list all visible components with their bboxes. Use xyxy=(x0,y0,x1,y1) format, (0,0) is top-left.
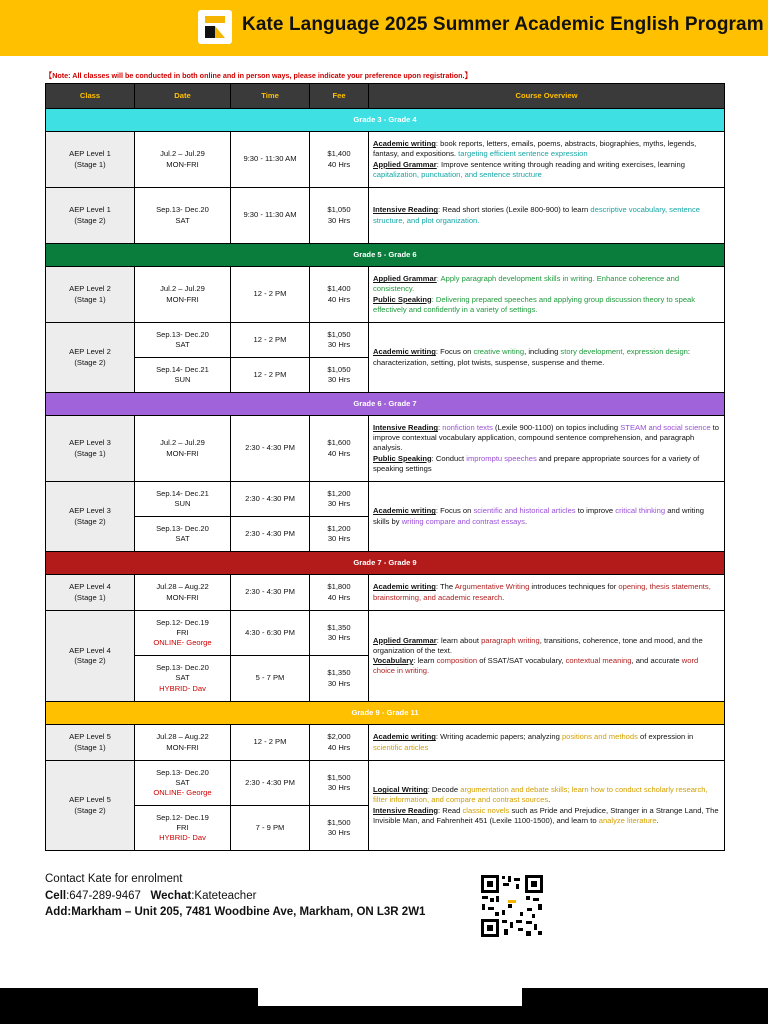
time-cell: 12 - 2 PM xyxy=(231,323,310,358)
time-cell: 9:30 - 11:30 AM xyxy=(231,132,310,188)
col-header-fee: Fee xyxy=(310,84,369,109)
fee-cell: $1,200 30 Hrs xyxy=(310,482,369,517)
header-bar xyxy=(0,0,768,56)
contact-block xyxy=(45,871,425,921)
fee-cell: $1,400 40 Hrs xyxy=(310,132,369,188)
grade-band: Grade 5 - Grade 6 xyxy=(46,244,725,267)
class-cell: AEP Level 5 (Stage 1) xyxy=(46,725,135,761)
class-cell: AEP Level 3 (Stage 1) xyxy=(46,416,135,482)
schedule-table xyxy=(45,83,725,851)
table-row xyxy=(46,267,725,323)
date-cell: Sep.13- Dec.20 SAT xyxy=(135,323,231,358)
fee-cell: $1,600 40 Hrs xyxy=(310,416,369,482)
fee-cell: $1,500 30 Hrs xyxy=(310,806,369,851)
date-cell: Sep.14- Dec.21 SUN xyxy=(135,358,231,393)
table-row xyxy=(46,323,725,358)
time-cell: 2:30 - 4:30 PM xyxy=(231,761,310,806)
fee-cell: $1,050 30 Hrs xyxy=(310,323,369,358)
time-cell: 7 - 9 PM xyxy=(231,806,310,851)
date-cell: Jul.28 – Aug.22 MON-FRI xyxy=(135,575,231,611)
date-cell: Jul.2 – Jul.29 MON-FRI xyxy=(135,132,231,188)
overview-cell: Academic writing: The Argumentative Writing introduces techniques for opening, thesis statements, brainstorming, and academic research. xyxy=(369,575,725,611)
date-cell: Jul.28 – Aug.22 MON-FRI xyxy=(135,725,231,761)
time-cell: 12 - 2 PM xyxy=(231,725,310,761)
class-cell: AEP Level 5 (Stage 2) xyxy=(46,761,135,851)
grade-band: Grade 9 - Grade 11 xyxy=(46,702,725,725)
overview-cell: Applied Grammar: learn about paragraph writing, transitions, coherence, tone and mood, and the organization of the text. Vocabulary: learn composition of SSAT/SAT vocabulary, contextual meaning, and accurate word choice in writing. xyxy=(369,611,725,702)
date-cell: Jul.2 – Jul.29 MON-FRI xyxy=(135,416,231,482)
time-cell: 2:30 - 4:30 PM xyxy=(231,575,310,611)
table-row xyxy=(46,611,725,656)
time-cell: 4:30 - 6:30 PM xyxy=(231,611,310,656)
time-cell: 12 - 2 PM xyxy=(231,358,310,393)
overview-cell: Applied Grammar: Apply paragraph development skills in writing. Enhance coherence and consistency. Public Speaking: Delivering prepared speeches and applying group discussion theory to speak effectively and confidently in a variety of settings. xyxy=(369,267,725,323)
table-row xyxy=(46,188,725,244)
overview-cell: Logical Writing: Decode argumentation and debate skills; learn how to conduct scholarly research, filter information, and compare and contrast sources. Intensive Reading: Read classic novels such as Pride and Prejudice, Stranger in a Strange Land, The Invisible Man, and Fahrenheit 451 (Lexile 1100-1500), and learn to analyze literature. xyxy=(369,761,725,851)
time-cell: 2:30 - 4:30 PM xyxy=(231,416,310,482)
col-header-class: Class xyxy=(46,84,135,109)
date-cell: Sep.13- Dec.20 SAT HYBRID- Dav xyxy=(135,656,231,702)
grade-band: Grade 3 - Grade 4 xyxy=(46,109,725,132)
fee-cell: $1,350 30 Hrs xyxy=(310,611,369,656)
table-row xyxy=(46,575,725,611)
contact-address-line: Add:Markham – Unit 205, 7481 Woodbine Ave, Markham, ON L3R 2W1 xyxy=(45,906,426,919)
table-header-row xyxy=(46,84,725,109)
fee-cell: $1,400 40 Hrs xyxy=(310,267,369,323)
contact-heading: Contact Kate for enrolment xyxy=(45,873,183,885)
date-cell: Jul.2 – Jul.29 MON-FRI xyxy=(135,267,231,323)
registration-note: 【Note: All classes will be conducted in both online and in person ways, please indicate your preference upon registration.】 xyxy=(45,71,472,80)
overview-cell: Academic writing: Writing academic papers; analyzing positions and methods of expression in scientific articles xyxy=(369,725,725,761)
kate-logo-icon xyxy=(198,10,232,44)
table-row xyxy=(46,132,725,188)
date-cell: Sep.12- Dec.19 FRI ONLINE- George xyxy=(135,611,231,656)
table-row xyxy=(46,761,725,806)
class-cell: AEP Level 2 (Stage 2) xyxy=(46,323,135,393)
date-cell: Sep.13- Dec.20 SAT xyxy=(135,517,231,552)
date-cell: Sep.13- Dec.20 SAT ONLINE- George xyxy=(135,761,231,806)
fee-cell: $1,200 30 Hrs xyxy=(310,517,369,552)
class-cell: AEP Level 1 (Stage 1) xyxy=(46,132,135,188)
class-cell: AEP Level 4 (Stage 2) xyxy=(46,611,135,702)
footer-blank-strip xyxy=(258,988,522,1006)
table-row xyxy=(46,416,725,482)
table-row xyxy=(46,482,725,517)
date-cell: Sep.13- Dec.20 SAT xyxy=(135,188,231,244)
page-title: Kate Language 2025 Summer Academic English Program xyxy=(242,14,764,35)
class-cell: AEP Level 4 (Stage 1) xyxy=(46,575,135,611)
time-cell: 12 - 2 PM xyxy=(231,267,310,323)
fee-cell: $2,000 40 Hrs xyxy=(310,725,369,761)
overview-cell: Academic writing: Focus on creative writing, including story development, expression design: characterization, setting, plot twists, suspense, suspense and theme. xyxy=(369,323,725,393)
time-cell: 2:30 - 4:30 PM xyxy=(231,517,310,552)
fee-cell: $1,500 30 Hrs xyxy=(310,761,369,806)
class-cell: AEP Level 1 (Stage 2) xyxy=(46,188,135,244)
col-header-time: Time xyxy=(231,84,310,109)
overview-cell: Academic writing: book reports, letters, emails, poems, abstracts, biographies, myths, legends, fantasy, and expositions. targeting efficient sentence expression Applied Grammar: Improve sentence writing through reading and writing exercises, learning capitalization, punctuation, and sentence structure xyxy=(369,132,725,188)
class-cell: AEP Level 3 (Stage 2) xyxy=(46,482,135,552)
grade-band: Grade 7 - Grade 9 xyxy=(46,552,725,575)
fee-cell: $1,050 30 Hrs xyxy=(310,358,369,393)
qr-code-icon xyxy=(480,874,544,938)
time-cell: 9:30 - 11:30 AM xyxy=(231,188,310,244)
table-row xyxy=(46,725,725,761)
fee-cell: $1,050 30 Hrs xyxy=(310,188,369,244)
date-cell: Sep.12- Dec.19 FRI HYBRID- Dav xyxy=(135,806,231,851)
time-cell: 5 - 7 PM xyxy=(231,656,310,702)
grade-band: Grade 6 - Grade 7 xyxy=(46,393,725,416)
date-cell: Sep.14- Dec.21 SUN xyxy=(135,482,231,517)
time-cell: 2:30 - 4:30 PM xyxy=(231,482,310,517)
overview-cell: Intensive Reading: Read short stories (Lexile 800-900) to learn descriptive vocabulary, sentence structure, and plot organization. xyxy=(369,188,725,244)
contact-phone-line: Cell:647-289-9467 Wechat:Kateteacher xyxy=(45,889,257,902)
fee-cell: $1,800 40 Hrs xyxy=(310,575,369,611)
overview-cell: Academic writing: Focus on scientific and historical articles to improve critical thinking and writing skills by writing compare and contrast essays. xyxy=(369,482,725,552)
fee-cell: $1,350 30 Hrs xyxy=(310,656,369,702)
overview-cell: Intensive Reading: nonfiction texts (Lexile 900-1100) on topics including STEAM and social science to improve contextual vocabulary application, compound sentence comprehension, and paragraph analysis. Public Speaking: Conduct impromptu speeches and prepare appropriate sources for a variety of speaking settings xyxy=(369,416,725,482)
class-cell: AEP Level 2 (Stage 1) xyxy=(46,267,135,323)
col-header-overview: Course Overview xyxy=(369,84,725,109)
col-header-date: Date xyxy=(135,84,231,109)
